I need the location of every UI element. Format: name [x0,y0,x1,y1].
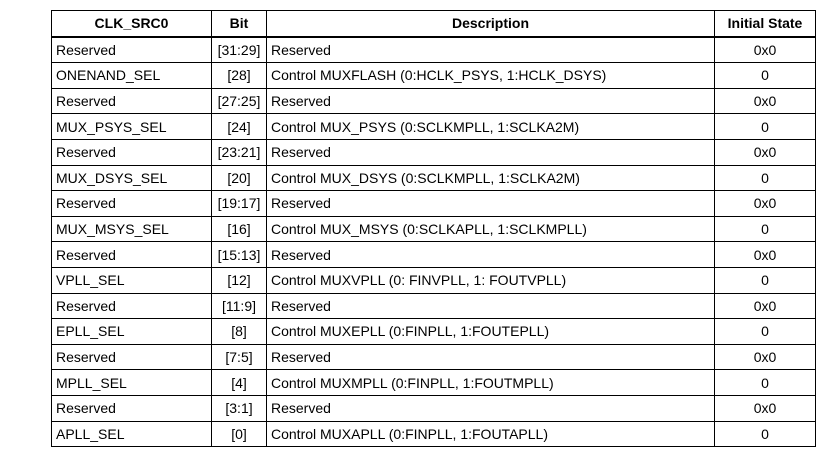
description-cell: Control MUXEPLL (0:FINPLL, 1:FOUTEPLL) [267,319,715,345]
table-row [52,267,816,293]
table-row [52,242,816,268]
bit-range-cell: [7:5] [212,344,267,370]
header-row [52,11,816,37]
table-row [52,37,816,63]
initial-state-cell: 0x0 [715,293,816,319]
table-body [52,37,816,447]
bit-range-cell: [3:1] [212,395,267,421]
register-table [51,10,816,447]
description-cell: Control MUX_DSYS (0:SCLKMPLL, 1:SCLKA2M) [267,165,715,191]
field-name-cell: Reserved [52,344,212,370]
field-name-cell: ONENAND_SEL [52,63,212,89]
field-name-cell: Reserved [52,37,212,63]
description-cell: Reserved [267,293,715,319]
description-cell: Reserved [267,139,715,165]
header-initial-state: Initial State [715,11,816,37]
bit-range-cell: [4] [212,370,267,396]
table-row [52,165,816,191]
bit-range-cell: [31:29] [212,37,267,63]
table-row [52,63,816,89]
table-row [52,421,816,447]
header-bit: Bit [212,11,267,37]
initial-state-cell: 0x0 [715,139,816,165]
bit-range-cell: [8] [212,319,267,345]
table-row [52,191,816,217]
header-description: Description [267,11,715,37]
table-row [52,88,816,114]
initial-state-cell: 0x0 [715,88,816,114]
initial-state-cell: 0x0 [715,395,816,421]
field-name-cell: MUX_DSYS_SEL [52,165,212,191]
description-cell: Control MUXAPLL (0:FINPLL, 1:FOUTAPLL) [267,421,715,447]
field-name-cell: MUX_PSYS_SEL [52,114,212,140]
initial-state-cell: 0x0 [715,191,816,217]
initial-state-cell: 0 [715,114,816,140]
initial-state-cell: 0 [715,421,816,447]
bit-range-cell: [24] [212,114,267,140]
field-name-cell: MUX_MSYS_SEL [52,216,212,242]
table-row [52,319,816,345]
field-name-cell: Reserved [52,139,212,165]
description-cell: Reserved [267,395,715,421]
table-row [52,114,816,140]
bit-range-cell: [15:13] [212,242,267,268]
description-cell: Control MUXMPLL (0:FINPLL, 1:FOUTMPLL) [267,370,715,396]
description-cell: Control MUXFLASH (0:HCLK_PSYS, 1:HCLK_DSYS) [267,63,715,89]
description-cell: Control MUXVPLL (0: FINVPLL, 1: FOUTVPLL) [267,267,715,293]
field-name-cell: Reserved [52,242,212,268]
bit-range-cell: [27:25] [212,88,267,114]
field-name-cell: Reserved [52,293,212,319]
initial-state-cell: 0x0 [715,37,816,63]
field-name-cell: APLL_SEL [52,421,212,447]
description-cell: Reserved [267,242,715,268]
initial-state-cell: 0 [715,319,816,345]
field-name-cell: VPLL_SEL [52,267,212,293]
initial-state-cell: 0 [715,370,816,396]
description-cell: Control MUX_MSYS (0:SCLKAPLL, 1:SCLKMPLL) [267,216,715,242]
bit-range-cell: [11:9] [212,293,267,319]
description-cell: Reserved [267,191,715,217]
bit-range-cell: [23:21] [212,139,267,165]
initial-state-cell: 0 [715,165,816,191]
table-row [52,293,816,319]
initial-state-cell: 0x0 [715,242,816,268]
initial-state-cell: 0 [715,267,816,293]
cropped-caption-strip [0,0,836,8]
bit-range-cell: [16] [212,216,267,242]
initial-state-cell: 0 [715,63,816,89]
field-name-cell: Reserved [52,88,212,114]
table-row [52,139,816,165]
table-row [52,216,816,242]
bit-range-cell: [19:17] [212,191,267,217]
bit-range-cell: [28] [212,63,267,89]
description-cell: Reserved [267,344,715,370]
field-name-cell: EPLL_SEL [52,319,212,345]
field-name-cell: Reserved [52,191,212,217]
table-row [52,370,816,396]
description-cell: Reserved [267,88,715,114]
bit-range-cell: [12] [212,267,267,293]
field-name-cell: Reserved [52,395,212,421]
initial-state-cell: 0x0 [715,344,816,370]
table-row [52,395,816,421]
table-row [52,344,816,370]
header-register-name: CLK_SRC0 [52,11,212,37]
description-cell: Reserved [267,37,715,63]
initial-state-cell: 0 [715,216,816,242]
description-cell: Control MUX_PSYS (0:SCLKMPLL, 1:SCLKA2M) [267,114,715,140]
table-header [52,11,816,37]
bit-range-cell: [0] [212,421,267,447]
field-name-cell: MPLL_SEL [52,370,212,396]
bit-range-cell: [20] [212,165,267,191]
